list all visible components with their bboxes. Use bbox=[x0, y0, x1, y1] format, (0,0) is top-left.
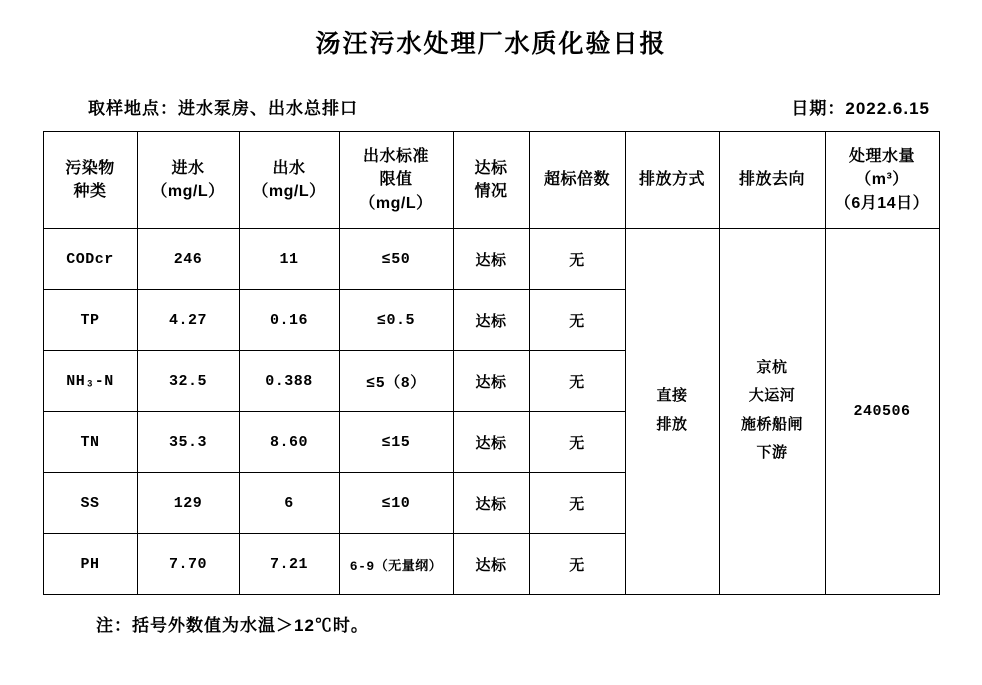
header-influent bbox=[137, 132, 239, 229]
discharge-destination-line1: 京杭 bbox=[756, 359, 788, 377]
header-treated-volume-line1: 处理水量 bbox=[848, 148, 915, 166]
cell-pollutant: TP bbox=[43, 290, 137, 351]
page-title: 汤汪污水处理厂水质化验日报 bbox=[315, 30, 667, 58]
discharge-destination-line4: 下游 bbox=[756, 445, 788, 462]
header-discharge-destination bbox=[719, 132, 825, 229]
cell-compliance: 达标 bbox=[453, 534, 529, 595]
cell-effluent: 6 bbox=[239, 473, 339, 534]
cell-pollutant: CODcr bbox=[43, 229, 137, 290]
header-pollutant-line2: 种类 bbox=[73, 183, 107, 200]
header-pollutant-line1: 污染物 bbox=[65, 159, 115, 177]
header-standard-line3: （mg/L） bbox=[359, 194, 433, 212]
cell-compliance: 达标 bbox=[453, 412, 529, 473]
discharge-mode-line2: 排放 bbox=[656, 416, 688, 434]
cell-pollutant: TN bbox=[43, 412, 137, 473]
header-discharge-mode-line1: 排放方式 bbox=[638, 171, 705, 189]
table-row bbox=[43, 229, 939, 290]
cell-treated-volume: 240506 bbox=[825, 229, 939, 595]
header-effluent-line1: 出水 bbox=[272, 159, 306, 177]
cell-standard: 6-9（无量纲） bbox=[339, 534, 453, 595]
header-influent-line1: 进水 bbox=[171, 159, 205, 177]
header-compliance bbox=[453, 132, 529, 229]
cell-standard: ≤15 bbox=[339, 412, 453, 473]
table-footnote: 注：括号外数值为水温＞12℃时。 bbox=[96, 616, 369, 635]
cell-influent: 32.5 bbox=[137, 351, 239, 412]
cell-standard: ≤5（8） bbox=[339, 351, 453, 412]
discharge-mode-line1: 直接 bbox=[656, 388, 688, 405]
cell-standard: ≤50 bbox=[339, 229, 453, 290]
header-pollutant bbox=[43, 132, 137, 229]
cell-standard: ≤10 bbox=[339, 473, 453, 534]
report-page bbox=[0, 24, 982, 685]
cell-exceed-ratio: 无 bbox=[529, 412, 625, 473]
header-compliance-line2: 情况 bbox=[474, 183, 508, 200]
report-meta bbox=[88, 94, 930, 119]
header-compliance-line1: 达标 bbox=[474, 159, 508, 177]
cell-influent: 7.70 bbox=[137, 534, 239, 595]
cell-pollutant: SS bbox=[43, 473, 137, 534]
cell-standard: ≤0.5 bbox=[339, 290, 453, 351]
header-influent-line2: （mg/L） bbox=[151, 183, 225, 200]
cell-exceed-ratio: 无 bbox=[529, 473, 625, 534]
cell-compliance: 达标 bbox=[453, 351, 529, 412]
header-standard bbox=[339, 132, 453, 229]
header-treated-volume bbox=[825, 132, 939, 229]
cell-exceed-ratio: 无 bbox=[529, 290, 625, 351]
header-exceed-ratio bbox=[529, 132, 625, 229]
report-date: 日期：2022.6.15 bbox=[791, 99, 930, 118]
header-discharge-destination-line1: 排放去向 bbox=[738, 171, 805, 189]
header-treated-volume-line2: （m³） bbox=[855, 171, 909, 189]
cell-effluent: 11 bbox=[239, 229, 339, 290]
cell-compliance: 达标 bbox=[453, 473, 529, 534]
discharge-destination-line3: 施桥船闸 bbox=[740, 416, 803, 434]
cell-compliance: 达标 bbox=[453, 290, 529, 351]
cell-influent: 4.27 bbox=[137, 290, 239, 351]
cell-effluent: 0.16 bbox=[239, 290, 339, 351]
header-treated-volume-line3: （6月14日） bbox=[834, 194, 930, 212]
cell-influent: 35.3 bbox=[137, 412, 239, 473]
cell-exceed-ratio: 无 bbox=[529, 351, 625, 412]
cell-exceed-ratio: 无 bbox=[529, 534, 625, 595]
cell-exceed-ratio: 无 bbox=[529, 229, 625, 290]
cell-effluent: 8.60 bbox=[239, 412, 339, 473]
cell-effluent: 0.388 bbox=[239, 351, 339, 412]
header-discharge-mode bbox=[625, 132, 719, 229]
header-standard-line2: 限值 bbox=[379, 171, 413, 189]
header-exceed-ratio-line1: 超标倍数 bbox=[543, 171, 610, 189]
header-standard-line1: 出水标准 bbox=[362, 148, 429, 166]
cell-influent: 246 bbox=[137, 229, 239, 290]
cell-pollutant: PH bbox=[43, 534, 137, 595]
header-effluent bbox=[239, 132, 339, 229]
cell-effluent: 7.21 bbox=[239, 534, 339, 595]
cell-pollutant: NH₃-N bbox=[43, 351, 137, 412]
cell-discharge-destination bbox=[719, 229, 825, 595]
cell-discharge-mode bbox=[625, 229, 719, 595]
header-effluent-line2: （mg/L） bbox=[252, 183, 326, 200]
cell-compliance: 达标 bbox=[453, 229, 529, 290]
sampling-location: 取样地点：进水泵房、出水总排口 bbox=[88, 99, 358, 118]
discharge-destination-line2: 大运河 bbox=[748, 388, 796, 405]
cell-influent: 129 bbox=[137, 473, 239, 534]
table-header-row bbox=[43, 132, 939, 229]
water-quality-table bbox=[43, 131, 940, 595]
